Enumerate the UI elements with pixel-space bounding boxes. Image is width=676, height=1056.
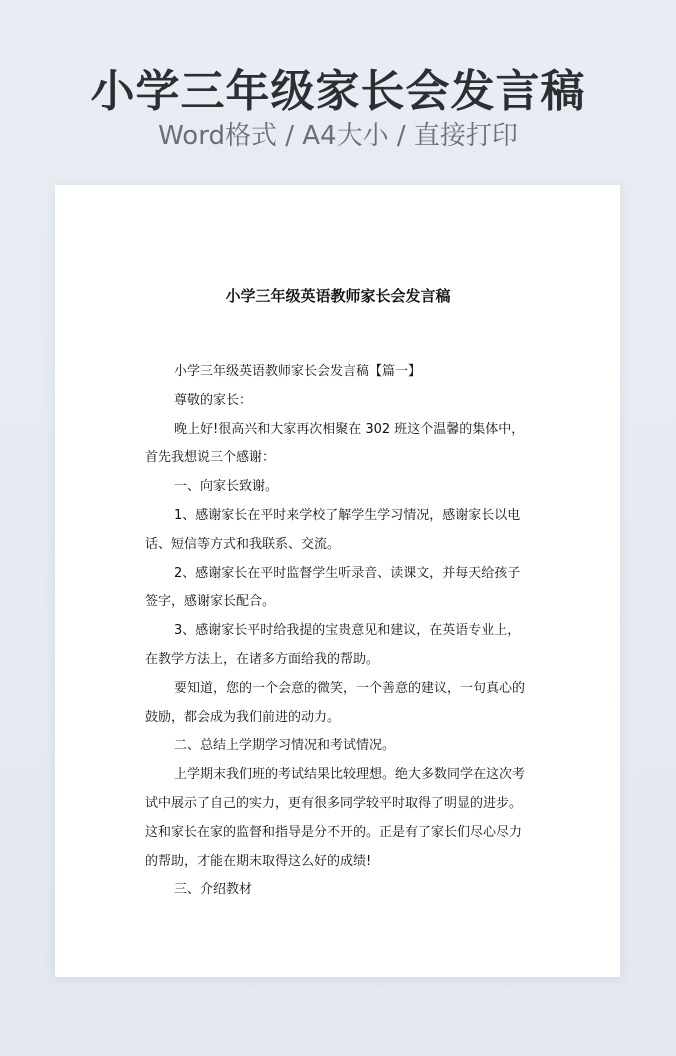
document-body	[145, 358, 531, 905]
paragraph-salutation: 尊敬的家长：	[174, 392, 253, 408]
paragraph-greeting: 晚上好!很高兴和大家再次相聚在 302 班这个温馨的集体中，首先我想说三个感谢：	[145, 421, 525, 466]
page-subtitle: Word格式 / A4大小 / 直接打印	[158, 121, 518, 151]
document-title: 小学三年级英语教师家长会发言稿	[225, 287, 451, 305]
paragraph-thanks-2: 2、感谢家长在平时监督学生听录音、读课文，并每天给孩子签字，感谢家长配合。	[145, 565, 521, 610]
paragraph-encouragement: 要知道，您的一个会意的微笑，一个善意的建议，一句真心的鼓励，都会成为我们前进的动力。	[145, 680, 526, 725]
page-title: 小学三年级家长会发言稿	[90, 66, 586, 117]
paragraph-thanks-1: 1、感谢家长在平时来学校了解学生学习情况，感谢家长以电话、短信等方式和我联系、交流。	[145, 507, 521, 552]
paragraph-heading-textbook: 三、介绍教材	[174, 882, 253, 898]
paragraph-heading-summary: 二、总结上学期学习情况和考试情况。	[174, 738, 396, 754]
paragraph-exam-results: 上学期末我们班的考试结果比较理想。绝大多数同学在这次考试中展示了自己的实力，更有很多同学较平时取得了明显的进步。这和家长在家的监督和指导是分不开的。正是有了家长们尽心尽力的帮助，才能在期末取得这么好的成绩!	[145, 767, 526, 869]
paragraph-heading-thanks: 一、向家长致谢。	[174, 479, 279, 495]
paragraph-thanks-3: 3、感谢家长平时给我提的宝贵意见和建议，在英语专业上，在教学方法上，在诸多方面给我的帮助。	[145, 623, 521, 667]
paragraph-section-heading: 小学三年级英语教师家长会发言稿【篇一】	[174, 364, 422, 379]
